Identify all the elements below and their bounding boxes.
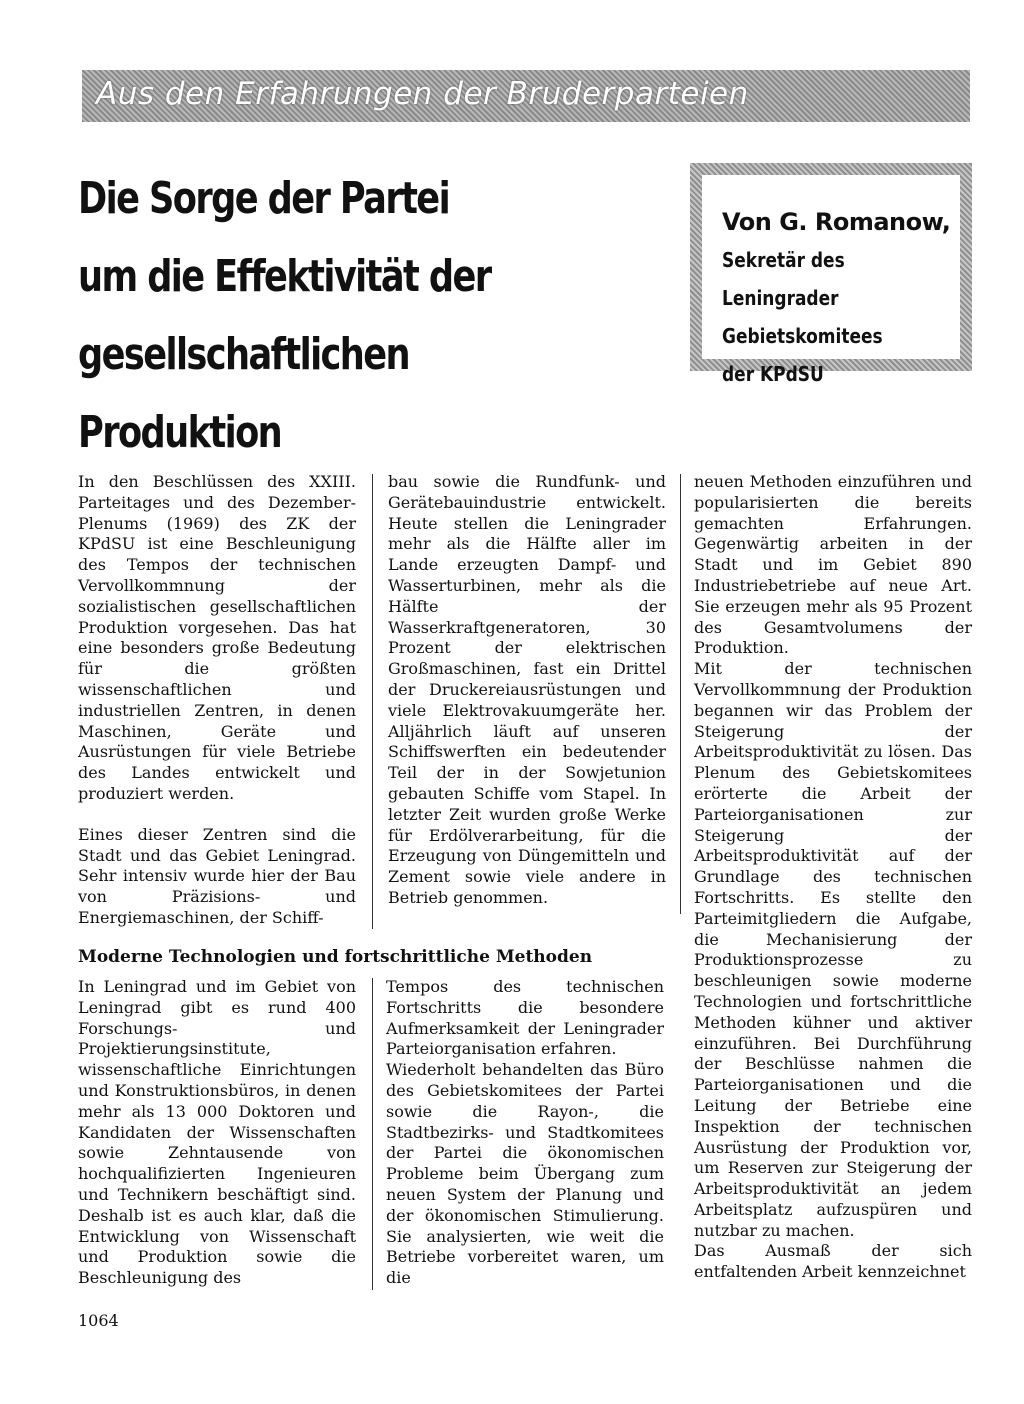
article-headline: [78, 160, 566, 472]
author-role-2: Gebietskomitees: [722, 324, 883, 348]
column-divider-1: [372, 474, 373, 929]
column-3: [694, 472, 972, 1283]
column-divider-3: [372, 978, 373, 1290]
section-banner-text: Aus den Erfahrungen der Bruderparteien: [96, 76, 749, 112]
column-1: [78, 472, 356, 929]
column-2-paragraph-1: bau sowie die Rundfunk- und Gerätebauindustrie entwickelt. Heute stellen die Leningrader mehr als die Hälfte aller im Lande erzeugten Dampf- und Wasserturbinen, mehr als die Hälfte der Wasserkraftgeneratoren, 30 Prozent der elektrischen Großmaschinen, fast ein Drittel der Druckereiausrüstungen und viele Elektrovakuumgeräte her. Alljährlich läuft auf unseren Schiffswerften ein bedeutender Teil der in der Sowjetunion gebauten Schiffe vom Stapel. In letzter Zeit wurden große Werke für Erdölverarbeitung, für die Erzeugung von Düngemitteln und Zement sowie viele andere in Betrieb genommen.: [388, 472, 666, 907]
column-3-paragraph-3: Das Ausmaß der sich entfaltenden Arbeit kennzeichnet: [694, 1241, 972, 1282]
author-box: [702, 175, 960, 386]
column-3-paragraph-2: Mit der technischen Vervollkommnung der Produktion begannen wir das Problem der Steigerung der Arbeitsproduktivität zu lösen. Das Plenum des Gebietskomitees erörterte die Arbeit der Parteiorganisationen zur Steigerung der Arbeitsproduktivität auf der Grundlage des technischen Fortschritts. Es stellte den Parteimitgliedern die Aufgabe, die Mechanisierung der Produktionsprozesse zu beschleunigen sowie moderne Technologien und fortschrittliche Methoden kühner und aktiver einzuführen. Bei Durchführung der Beschlüsse nahmen die Parteiorganisationen und die Leitung der Betriebe eine Inspektion der technischen Ausrüstung der Produktion vor, um Reserven zur Steigerung der Arbeitsproduktivität an jedem Arbeitsplatz aufzuspüren und nutzbar zu machen.: [694, 659, 972, 1240]
headline-line-3: gesellschaftlichen Produktion: [78, 329, 409, 458]
author-role-3: der KPdSU: [722, 362, 824, 386]
column-5: [386, 977, 664, 1289]
column-5-paragraph-1: Tempos des technischen Fortschritts die besondere Aufmerksamkeit der Leningrader Parteiorganisation erfahren.: [386, 977, 664, 1059]
column-1-paragraph-1: In den Beschlüssen des XXIII. Parteitages und des Dezember-Plenums (1969) des ZK der KPdSU ist eine Beschleunigung des Tempos der technischen Vervollkommnung der sozialistischen gesellschaftlichen Produktion vorgesehen. Das hat eine besonders große Bedeutung für die größten wissenschaftlichen und industriellen Zentren, in denen Maschinen, Geräte und Ausrüstungen für viele Betriebe des Landes entwickelt und produziert werden.: [78, 472, 356, 803]
section-banner: [82, 70, 970, 122]
headline-line-1: Die Sorge der Partei: [78, 173, 450, 224]
headline-line-2: um die Effektivität der: [78, 251, 491, 302]
page-number: 1064: [78, 1311, 119, 1330]
column-divider-2: [680, 474, 681, 914]
author-name: Von G. Romanow,: [722, 208, 951, 236]
author-role-1: Sekretär des Leningrader: [722, 248, 845, 310]
author-frame: [690, 163, 972, 386]
column-1-paragraph-2: Eines dieser Zentren sind die Stadt und das Gebiet Leningrad. Sehr intensiv wurde hier der Bau von Präzisions- und Energiemaschinen, der Schiff-: [78, 824, 356, 927]
column-5-paragraph-2: Wiederholt behandelten das Büro des Gebietskomitees der Partei sowie die Rayon-, die Stadtbezirks- und Stadtkomitees der Partei die ökonomischen Probleme beim Übergang zum neuen System der Planung und der ökonomischen Stimulierung. Sie analysierten, wie weit die Betriebe vorbereitet waren, um die: [386, 1060, 664, 1288]
column-4: [78, 977, 356, 1289]
column-3-paragraph-1: neuen Methoden einzuführen und popularisierten die bereits gemachten Erfahrungen. Gegenwärtig arbeiten in der Stadt und im Gebiet 890 Industriebetriebe auf neue Art. Sie erzeugen mehr als 95 Prozent des Gesamtvolumens der Produktion.: [694, 472, 972, 658]
column-2: [388, 472, 666, 909]
column-4-paragraph-1: In Leningrad und im Gebiet von Leningrad gibt es rund 400 Forschungs- und Projektierungsinstitute, wissenschaftliche Einrichtungen und Konstruktionsbüros, in denen mehr als 13 000 Doktoren und Kandidaten der Wissenschaften sowie Zehntausende von hochqualifizierten Ingenieuren und Technikern beschäftigt sind. Deshalb ist es auch klar, daß die Entwicklung von Wissenschaft und Produktion sowie die Beschleunigung des: [78, 977, 356, 1288]
subheading: Moderne Technologien und fortschrittliche Methoden: [78, 947, 593, 967]
